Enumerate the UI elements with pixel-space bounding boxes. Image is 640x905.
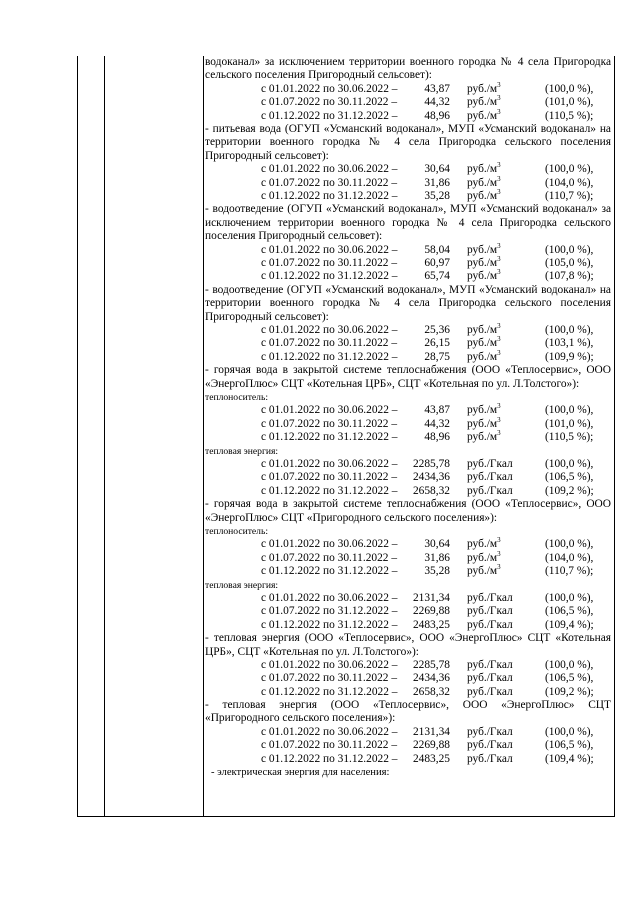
tariff-unit: $руб./м^3$ [467, 174, 501, 189]
tariff-percent: (106,5 %), [545, 739, 594, 752]
tariff-percent: (100,0 %), [545, 323, 594, 336]
tariff-percent: (110,7 %); [545, 565, 594, 578]
unit-exponent: 3 [497, 241, 501, 250]
tariff-percent: (106,5 %), [545, 672, 594, 685]
tariff-price: 43,87 [424, 82, 450, 95]
tariff-percent: (100,0 %), [545, 82, 594, 95]
tariff-unit: $руб./м^3$ [467, 94, 501, 109]
tariff-unit: $руб./м^3$ [467, 335, 501, 350]
tariff-price: 30,64 [424, 163, 450, 176]
tariff-row [205, 241, 611, 257]
tariff-percent: (110,5 %); [545, 431, 594, 444]
unit-exponent: 3 [497, 429, 501, 438]
tariff-percent: (104,0 %), [545, 551, 594, 564]
tariff-percent: (100,0 %), [545, 163, 594, 176]
tariff-unit: $руб./м^3$ [467, 81, 501, 95]
tariff-unit: $руб./м^3$ [467, 322, 501, 336]
unit-exponent: 3 [497, 161, 501, 170]
tariff-unit: $руб./м^3$ [467, 255, 501, 269]
tariff-row [205, 431, 611, 444]
table-border-right [614, 56, 615, 817]
tariff-row [205, 739, 611, 752]
tariff-row [205, 163, 611, 176]
tariff-row [205, 471, 611, 484]
tariff-row [205, 190, 611, 203]
tariff-price: 2269,88 [412, 605, 450, 618]
tariff-period: с 01.12.2022 по 31.12.2022 – [261, 270, 398, 283]
tariff-price: 43,87 [424, 404, 450, 417]
tariff-unit: $руб./м^3$ [467, 402, 501, 417]
unit-exponent: 3 [497, 415, 501, 424]
tariff-period: с 01.12.2022 по 31.12.2022 – [261, 109, 398, 122]
tariff-price: 28,75 [424, 350, 450, 363]
tariff-period: с 01.12.2022 по 31.12.2022 – [261, 618, 398, 631]
tariff-percent: (106,5 %), [545, 605, 594, 618]
tariff-row [205, 565, 611, 578]
subheading: тепловая энергия: [205, 579, 279, 591]
tariff-percent: (109,2 %); [545, 685, 594, 698]
tariff-percent: (107,8 %); [545, 270, 594, 283]
tariff-unit: руб./Гкал [467, 484, 513, 497]
tariff-percent: (103,1 %), [545, 337, 594, 350]
tariff-period: с 01.12.2022 по 31.12.2022 – [261, 431, 398, 444]
unit-exponent: 3 [497, 268, 501, 277]
tariff-period: с 01.07.2022 по 30.11.2022 – [261, 176, 398, 189]
paragraph: - тепловая энергия (ООО «Теплосервис», ООО «ЭнергоПлюс» СЦТ «Котельная ЦРБ», СЦТ «Котельная по ул. Л.Толстого»): [205, 632, 611, 658]
tariff-row [205, 726, 611, 739]
tariff-unit: $руб./м^3$ [467, 536, 501, 551]
unit-exponent: 3 [497, 81, 501, 90]
paragraph: водоканал» за исключением территории военного городка № 4 села Пригородка сельского поселения Пригородный сельсовет): [205, 56, 611, 82]
table-bottom-border [77, 816, 615, 817]
tariff-unit: $руб./м^3$ [467, 563, 501, 578]
tariff-period: с 01.12.2022 по 31.12.2022 – [261, 565, 398, 578]
unit-exponent: 3 [497, 563, 501, 572]
tariff-row [205, 83, 611, 96]
tariff-percent: (104,0 %), [545, 176, 594, 189]
tariff-period: с 01.07.2022 по 30.11.2022 – [261, 672, 398, 685]
tariff-row [205, 605, 611, 618]
tariff-percent: (109,4 %); [545, 752, 594, 765]
tariff-period: с 01.12.2022 по 31.12.2022 – [261, 484, 398, 497]
subheading: тепловая энергия: [205, 445, 279, 457]
tariff-percent: (106,5 %), [545, 471, 594, 484]
tariff-period: с 01.01.2022 по 30.06.2022 – [261, 591, 398, 604]
subheading: теплоноситель: [205, 391, 269, 403]
tariff-period: с 01.01.2022 по 30.06.2022 – [261, 658, 398, 671]
tariff-unit: руб./Гкал [467, 739, 513, 752]
tariff-price: 31,86 [424, 176, 450, 189]
tariff-unit: $руб./м^3$ [467, 188, 501, 202]
tariff-row [205, 538, 611, 551]
tariff-period: с 01.07.2022 по 31.12.2022 – [261, 605, 398, 618]
unit-exponent: 3 [497, 107, 501, 116]
tariff-percent: (100,0 %), [545, 591, 594, 604]
tariff-price: 31,86 [424, 551, 450, 564]
unit-exponent: 3 [497, 255, 501, 264]
tariff-price: 2131,34 [412, 725, 450, 738]
tariff-price: 2483,25 [412, 752, 450, 765]
tariff-row [205, 96, 611, 109]
tariff-unit: руб./Гкал [467, 457, 513, 470]
tariff-period: с 01.01.2022 по 30.06.2022 – [261, 243, 398, 256]
tariff-row [205, 549, 611, 565]
tariff-price: 65,74 [424, 270, 450, 283]
tariff-unit: руб./Гкал [467, 618, 513, 631]
tariff-period: с 01.07.2022 по 30.11.2022 – [261, 337, 398, 350]
tariff-price: 25,36 [424, 323, 450, 336]
tariff-period: с 01.01.2022 по 30.06.2022 – [261, 538, 398, 551]
tariff-unit: $руб./м^3$ [467, 268, 501, 283]
paragraph: - горячая вода в закрытой системе теплоснабжения (ООО «Теплосервис», ООО «ЭнергоПлюс» СЦТ «Котельная ЦРБ», СЦТ «Котельная по ул. Л.Толстого»): [205, 364, 611, 390]
table-column-divider-1 [104, 56, 105, 817]
tariff-percent: (109,4 %); [545, 618, 594, 631]
tariff-row [205, 415, 611, 431]
tariff-unit: руб./Гкал [467, 725, 513, 738]
tariff-unit: $руб./м^3$ [467, 429, 501, 444]
tariff-price: 60,97 [424, 256, 450, 269]
tariff-price: 26,15 [424, 337, 450, 350]
tariff-row [205, 753, 611, 766]
tariff-percent: (110,5 %); [545, 109, 594, 122]
tariff-cell-content [205, 56, 611, 779]
tariff-period: с 01.01.2022 по 30.06.2022 – [261, 82, 398, 95]
tariff-row [205, 174, 611, 190]
tariff-row [205, 485, 611, 498]
unit-exponent: 3 [497, 335, 501, 344]
tariff-row [205, 404, 611, 417]
tariff-row [205, 458, 611, 471]
tariff-period: с 01.01.2022 по 30.06.2022 – [261, 323, 398, 336]
tariff-price: 48,96 [424, 431, 450, 444]
tariff-percent: (100,0 %), [545, 457, 594, 470]
tariff-percent: (100,0 %), [545, 404, 594, 417]
tariff-unit: руб./Гкал [467, 672, 513, 685]
paragraph: - водоотведение (ОГУП «Усманский водоканал», МУП «Усманский водоканал» на территории военного городка № 4 села Пригородка сельского поселения Пригородный сельсовет): [205, 283, 611, 323]
tariff-period: с 01.12.2022 по 31.12.2022 – [261, 752, 398, 765]
tariff-price: 2483,25 [412, 618, 450, 631]
tariff-unit: $руб./м^3$ [467, 348, 501, 363]
tariff-unit: $руб./м^3$ [467, 241, 501, 256]
tariff-row [205, 270, 611, 283]
tariff-row [205, 686, 611, 699]
tariff-row [205, 107, 611, 123]
tariff-period: с 01.01.2022 по 30.06.2022 – [261, 163, 398, 176]
tariff-period: с 01.07.2022 по 30.11.2022 – [261, 417, 398, 430]
tariff-row [205, 257, 611, 270]
tariff-unit: руб./Гкал [467, 591, 513, 604]
tariff-price: 2434,36 [412, 471, 450, 484]
tariff-row [205, 337, 611, 350]
tariff-price: 30,64 [424, 538, 450, 551]
tariff-price: 44,32 [424, 417, 450, 430]
tariff-unit: руб./Гкал [467, 471, 513, 484]
tariff-percent: (109,2 %); [545, 484, 594, 497]
tariff-row [205, 324, 611, 337]
unit-exponent: 3 [497, 549, 501, 558]
table-border-left [77, 56, 78, 817]
tariff-period: с 01.07.2022 по 30.11.2022 – [261, 739, 398, 752]
tariff-price: 2434,36 [412, 672, 450, 685]
unit-exponent: 3 [497, 188, 501, 197]
tariff-unit: руб./Гкал [467, 752, 513, 765]
tariff-price: 44,32 [424, 96, 450, 109]
tariff-row [205, 348, 611, 364]
tariff-percent: (100,0 %), [545, 538, 594, 551]
tariff-row [205, 619, 611, 632]
tariff-percent: (100,0 %), [545, 725, 594, 738]
tariff-percent: (105,0 %), [545, 256, 594, 269]
tariff-price: 35,28 [424, 565, 450, 578]
tariff-price: 2658,32 [412, 484, 450, 497]
tariff-price: 35,28 [424, 189, 450, 202]
tariff-price: 2269,88 [412, 739, 450, 752]
tariff-percent: (100,0 %), [545, 658, 594, 671]
subheading: теплоноситель: [205, 525, 269, 537]
tariff-unit: $руб./м^3$ [467, 415, 501, 430]
tariff-period: с 01.12.2022 по 31.12.2022 – [261, 189, 398, 202]
tariff-percent: (109,9 %); [545, 350, 594, 363]
tariff-period: с 01.01.2022 по 30.06.2022 – [261, 457, 398, 470]
unit-exponent: 3 [497, 402, 501, 411]
tariff-unit: $руб./м^3$ [467, 549, 501, 564]
tariff-period: с 01.07.2022 по 30.11.2022 – [261, 551, 398, 564]
tariff-price: 2658,32 [412, 685, 450, 698]
paragraph: - горячая вода в закрытой системе теплоснабжения (ООО «Теплосервис», ООО «ЭнергоПлюс» СЦТ «Пригородного сельского поселения»): [205, 498, 611, 524]
tariff-price: 58,04 [424, 243, 450, 256]
tariff-unit: руб./Гкал [467, 658, 513, 671]
tariff-period: с 01.07.2022 по 30.11.2022 – [261, 471, 398, 484]
paragraph: - водоотведение (ОГУП «Усманский водоканал», МУП «Усманский водоканал» за исключением территории военного городка № 4 села Пригородка сельского поселения Пригородный сельсовет): [205, 203, 611, 243]
tariff-unit: $руб./м^3$ [467, 107, 501, 122]
tariff-price: 48,96 [424, 109, 450, 122]
tariff-price: 2131,34 [412, 591, 450, 604]
tariff-percent: (100,0 %), [545, 243, 594, 256]
paragraph: - питьевая вода (ОГУП «Усманский водоканал», МУП «Усманский водоканал» на территории военного городка № 4 села Пригородка сельского поселения Пригородный сельсовет): [205, 122, 611, 162]
tariff-percent: (110,7 %); [545, 189, 594, 202]
tariff-period: с 01.01.2022 по 30.06.2022 – [261, 404, 398, 417]
tariff-price: 2285,78 [412, 658, 450, 671]
tariff-price: 2285,78 [412, 457, 450, 470]
table-column-divider-2 [203, 56, 204, 817]
tariff-unit: $руб./м^3$ [467, 161, 501, 176]
section-note: - электрическая энергия для населения: [211, 767, 390, 779]
paragraph: - тепловая энергия (ООО «Теплосервис», ООО «ЭнергоПлюс» СЦТ «Пригородного сельского поселения»): [205, 699, 611, 725]
tariff-percent: (101,0 %), [545, 96, 594, 109]
tariff-unit: руб./Гкал [467, 605, 513, 618]
tariff-period: с 01.01.2022 по 30.06.2022 – [261, 725, 398, 738]
unit-exponent: 3 [497, 174, 501, 183]
tariff-period: с 01.07.2022 по 30.11.2022 – [261, 96, 398, 109]
tariff-period: с 01.12.2022 по 31.12.2022 – [261, 350, 398, 363]
tariff-unit: руб./Гкал [467, 685, 513, 698]
tariff-row [205, 672, 611, 685]
tariff-row [205, 592, 611, 605]
unit-exponent: 3 [497, 348, 501, 357]
unit-exponent: 3 [497, 536, 501, 545]
tariff-period: с 01.07.2022 по 30.11.2022 – [261, 256, 398, 269]
unit-exponent: 3 [497, 322, 501, 331]
unit-exponent: 3 [497, 94, 501, 103]
tariff-percent: (101,0 %), [545, 417, 594, 430]
tariff-row [205, 659, 611, 672]
tariff-period: с 01.12.2022 по 31.12.2022 – [261, 685, 398, 698]
